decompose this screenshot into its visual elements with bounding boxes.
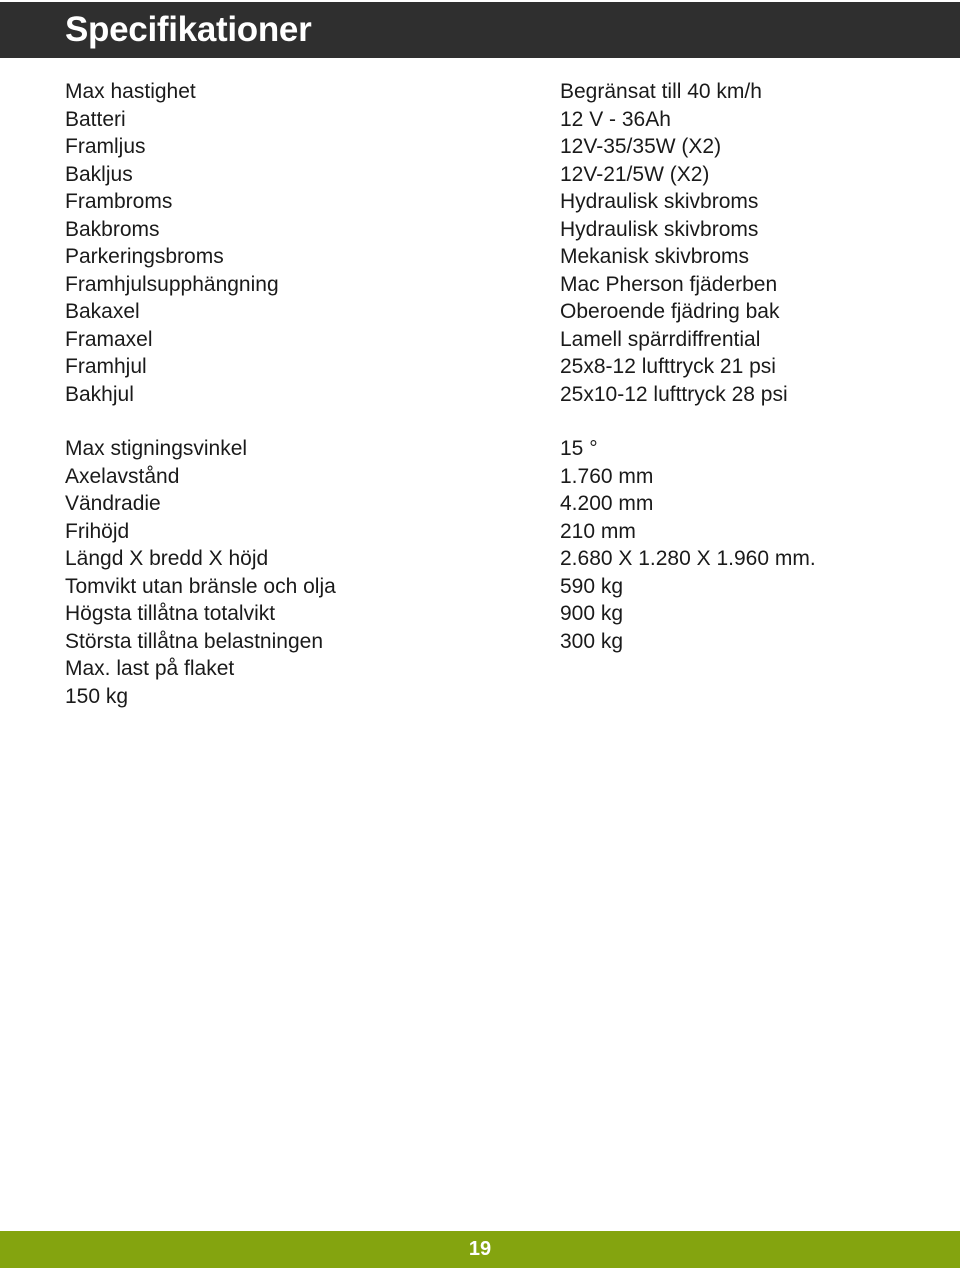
spec-row [0, 573, 960, 601]
spec-value: 12 V - 36Ah [560, 107, 671, 131]
spec-label: Frihöjd [65, 519, 130, 543]
footer-bar [0, 1231, 960, 1268]
header-bar [0, 0, 960, 58]
spec-value: Mac Pherson fjäderben [560, 272, 778, 296]
spec-value: 25x10-12 lufttryck 28 psi [560, 382, 788, 406]
spec-row [0, 298, 960, 326]
spec-row [0, 628, 960, 656]
spec-value: 25x8-12 lufttryck 21 psi [560, 355, 776, 378]
spec-value: Lamell spärrdiffrential [560, 327, 761, 351]
spec-label: Max. last på flaket [65, 657, 235, 680]
spec-row [0, 381, 960, 409]
spec-label: 150 kg [65, 684, 129, 708]
spec-label: Framhjul [65, 355, 147, 378]
spec-table-general [0, 78, 960, 408]
spec-label: Framljus [65, 135, 146, 158]
spec-row [0, 243, 960, 271]
spec-value: 2.680 X 1.280 X 1.960 mm. [560, 547, 816, 570]
spec-table-dimensions [0, 435, 960, 710]
spec-value: 4.200 mm [560, 492, 654, 515]
spec-label: Max hastighet [65, 80, 196, 103]
spec-label: Parkeringsbroms [65, 245, 224, 268]
spec-label: Framaxel [65, 327, 153, 351]
spec-row [0, 463, 960, 491]
spec-label: Tomvikt utan bränsle och olja [65, 574, 336, 598]
spec-value: Oberoende fjädring bak [560, 300, 780, 323]
spec-value: 15 ° [560, 437, 598, 460]
spec-label: Max stigningsvinkel [65, 437, 248, 460]
spec-value: 210 mm [560, 519, 636, 543]
spec-row [0, 490, 960, 518]
spec-row [0, 326, 960, 354]
spec-row [0, 600, 960, 628]
spec-row [0, 133, 960, 161]
spec-label: Största tillåtna belastningen [65, 629, 323, 653]
spec-value: 300 kg [560, 629, 624, 653]
spec-label: Bakljus [65, 162, 133, 186]
spec-label: Bakbroms [65, 217, 160, 241]
spec-row [0, 435, 960, 463]
spec-value: Begränsat till 40 km/h [560, 80, 762, 103]
spec-label: Batteri [65, 107, 126, 131]
spec-label: Högsta tillåtna totalvikt [65, 602, 276, 625]
spec-row [0, 353, 960, 381]
spec-label: Bakhjul [65, 382, 134, 406]
spec-row [0, 188, 960, 216]
spec-row [0, 161, 960, 189]
page-title: Specifikationer [65, 10, 312, 49]
spec-row [0, 518, 960, 546]
spec-value: 1.760 mm [560, 464, 654, 488]
spec-value: Mekanisk skivbroms [560, 245, 750, 268]
spec-row [0, 683, 960, 711]
spec-row [0, 78, 960, 106]
spec-row [0, 545, 960, 573]
spec-label: Framhjulsupphängning [65, 272, 279, 296]
spec-row [0, 106, 960, 134]
spec-value: 590 kg [560, 574, 624, 598]
spec-row [0, 216, 960, 244]
spec-label: Längd X bredd X höjd [65, 547, 269, 570]
spec-label: Axelavstånd [65, 464, 180, 488]
spec-value: Hydraulisk skivbroms [560, 190, 759, 213]
spec-value: 900 kg [560, 602, 624, 625]
spec-row [0, 655, 960, 683]
spec-value: 12V-21/5W (X2) [560, 162, 710, 186]
spec-label: Frambroms [65, 190, 173, 213]
spec-label: Bakaxel [65, 300, 140, 323]
page-number: 19 [468, 1238, 492, 1260]
spec-value: 12V-35/35W (X2) [560, 135, 722, 158]
spec-value: Hydraulisk skivbroms [560, 217, 759, 241]
spec-label: Vändradie [65, 492, 161, 515]
spec-row [0, 271, 960, 299]
